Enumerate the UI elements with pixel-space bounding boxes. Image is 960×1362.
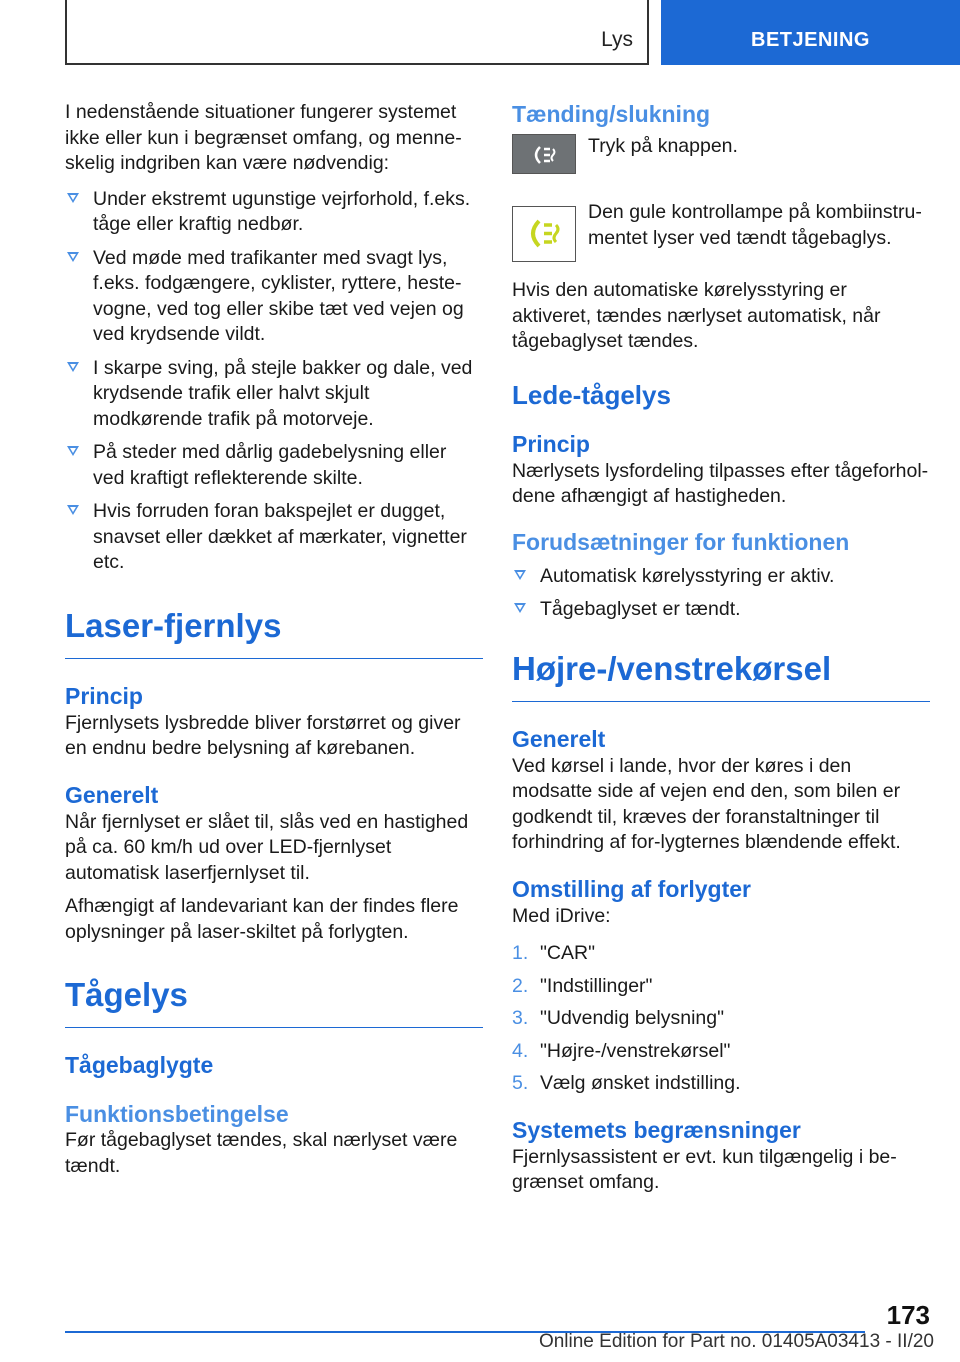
list-item: Under ekstremt ugunstige vejrforhold, f.eks. tåge eller kraftig nedbør.	[65, 187, 483, 238]
heading-lede-taagelys: Lede-tågelys	[512, 379, 671, 410]
limitations-list	[65, 187, 483, 576]
bullet-triangle-icon	[67, 446, 79, 456]
footer-edition: Online Edition for Part no. 01405A03413 - II/20	[538, 1331, 934, 1352]
intro-paragraph: I nedenstående situationer fungerer systemet ikke eller kun i begrænset omfang, og menne-skelig indgriben kan være nødvendig:	[65, 101, 462, 174]
list-item: 2. "Indstillinger"	[512, 974, 653, 997]
fog-button-row	[512, 134, 930, 190]
list-item: 5. Vælg ønsket indstilling.	[512, 1072, 741, 1094]
generelt-paragraph: Ved kørsel i lande, hvor der køres i den modsatte side af vejen end den, som bilen er godkendt til, kræves der foranstaltninger til forhindring af for-lygternes blændende effekt.	[512, 754, 901, 853]
bullet-triangle-icon	[67, 505, 79, 515]
omstilling-intro: Med iDrive:	[512, 904, 611, 927]
funktionsbetingelse-paragraph: Før tågebaglyset tændes, skal nærlyset være tændt.	[65, 1129, 458, 1177]
heading-forudsaetninger: Forudsætninger for funktionen	[512, 528, 850, 555]
prerequisites-list	[512, 564, 930, 623]
header-chapter-tab	[661, 0, 960, 65]
rear-fog-light-button-icon	[512, 134, 576, 174]
generelt-paragraph-1: Når fjernlyset er slået til, slås ved en hastighed på ca. 60 km/h ud over LED-fjernlyset automatisk laserfjernlyset til.	[65, 810, 469, 884]
bullet-triangle-icon	[67, 252, 79, 262]
heading-systemets-begraensninger: Systemets begrænsninger	[512, 1116, 801, 1143]
fog-indicator-text: Den gule kontrollampe på kombiinstru-mentet lyser ved tændt tågebaglys.	[588, 201, 922, 249]
heading-generelt: Generelt	[512, 725, 606, 752]
bullet-triangle-icon	[67, 193, 79, 203]
fog-indicator-row	[512, 200, 930, 266]
heading-funktionsbetingelse: Funktionsbetingelse	[65, 1101, 289, 1127]
list-item: 3. "Udvendig belysning"	[512, 1007, 725, 1029]
list-item: På steder med dårlig gadebelysning eller ved kraftigt reflekterende skilte.	[65, 440, 483, 491]
right-column	[512, 100, 930, 1204]
header-section-title: Lys	[601, 28, 633, 51]
list-item: Tågebaglyset er tændt.	[512, 597, 930, 623]
header-section-box	[65, 0, 649, 65]
fog-button-text: Tryk på knappen.	[588, 135, 738, 157]
heading-taending-slukning: Tænding/slukning	[512, 101, 711, 127]
bullet-triangle-icon	[514, 603, 526, 613]
list-item: Ved møde med trafikanter med svagt lys, f.eks. fodgængere, cyklister, ryttere, heste-vogne, ved tog eller skibe tæt ved vejen og ved krydsende vildt.	[65, 246, 483, 348]
heading-taagelys: Tågelys	[65, 975, 483, 1028]
heading-laser-fjernlys: Laser-fjernlys	[65, 606, 483, 659]
heading-hojre-venstrekorsel: Højre-/venstrekørsel	[512, 649, 930, 702]
list-item: Automatisk kørelysstyring er aktiv.	[512, 564, 930, 590]
princip-paragraph: Fjernlysets lysbredde bliver forstørret og giver en endnu bedre belysning af kørebanen.	[65, 711, 461, 759]
page-number: 173	[886, 1300, 930, 1330]
heading-princip: Princip	[65, 682, 143, 709]
auto-light-paragraph: Hvis den automatiske kørelysstyring er aktiveret, tændes nærlyset automatisk, når tågebaglyset tændes.	[512, 279, 881, 352]
princip-paragraph: Nærlysets lysfordeling tilpasses efter tågeforhol-dene afhængigt af hastigheden.	[512, 459, 929, 507]
heading-omstilling: Omstilling af forlygter	[512, 875, 751, 902]
steps-list	[512, 941, 930, 1097]
list-item: 4. "Højre-/venstrekørsel"	[512, 1039, 731, 1062]
systemets-paragraph: Fjernlysassistent er evt. kun tilgængelig i be-grænset omfang.	[512, 1145, 897, 1193]
bullet-triangle-icon	[67, 362, 79, 372]
list-item: Hvis forruden foran bakspejlet er dugget, snavset eller dækket af mærkater, vignetter etc.	[65, 499, 483, 576]
heading-taagebaglygte: Tågebaglygte	[65, 1052, 214, 1078]
bullet-triangle-icon	[514, 570, 526, 580]
list-item: 1. "CAR"	[512, 942, 596, 964]
generelt-paragraph-2: Afhængigt af landevariant kan der findes flere oplysninger på laser-skiltet på forlygten.	[65, 895, 459, 943]
header-chapter-title: BETJENING	[751, 29, 870, 51]
heading-princip: Princip	[512, 430, 590, 457]
rear-fog-indicator-lamp-icon	[512, 206, 576, 262]
list-item: I skarpe sving, på stejle bakker og dale, ved krydsende trafik eller halvt skjult modkørende trafik på motorveje.	[65, 356, 483, 433]
left-column	[65, 100, 483, 1187]
heading-generelt: Generelt	[65, 781, 159, 808]
